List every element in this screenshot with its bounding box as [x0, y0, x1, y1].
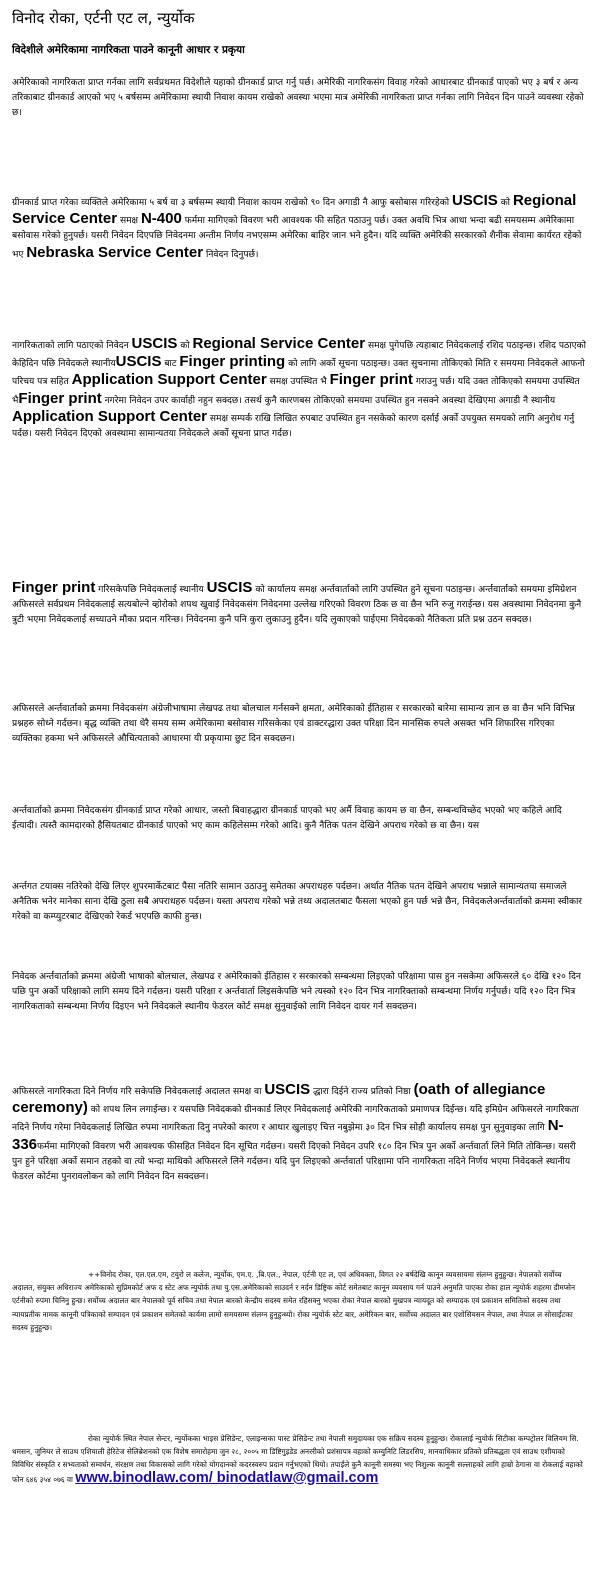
website-link[interactable]: www.binodlaw.com/: [75, 1469, 213, 1486]
paragraph-7: अर्न्तगत टयाक्स नतिरेको देखि लिएर शुपरमार्केटबाट पैसा नतिरि सामान उठाउनु समेतका अपराधहरु पर्दछन। अर्थात नैतिक पतन देखिने अपराध भन्नाले सामान्यतया समाजले अनैतिक भनेर मानेका साना देखि ठुला सबै अपराधहरु पर्दछन। यस्ता अपराध गरेको भन्ने तथ्य अदालतबाट फैसला भएको हुन पर्छ भन्ने छैन, निवेदकलेअर्न्तवार्ताको क्रममा स्वीकार गरेको वा कम्प्युटरबाट देखिएको रेकर्ड भएपछि काफी हुन्छ।: [12, 882, 583, 923]
text-run: समक्ष सम्पर्क राखि लिखित रुपबाट उपस्थित हुन नसकेको कारण दर्साई अर्को उपयुक्त समयको लागि अनुरोध गर्नु पर्दछ। यसरी निवेदन दिएको अवस्थामा सामान्यतया निवेदकले अर्को सूचना प्राप्त गर्दछ।: [12, 413, 575, 440]
bold-term-uscis: USCIS: [131, 335, 178, 352]
text-run: नगरेमा निवेदन उपर कार्वाही नहुन सक्दछ। तसर्थ कुनै कारणबस तोकिएको समयमा उपस्थित हुन नसक्ने अवस्था देखिएमा अगाडी नै स्थानीय: [101, 395, 556, 406]
text-run: को: [177, 341, 193, 351]
bold-term-oath-of-allegiance: (oath of allegiance ceremony): [12, 1081, 546, 1117]
author-roles-footnote: [12, 1432, 586, 1512]
text-run: को लागि अर्को सूचना पठाइन्छ। उक्त सुचनामा तोकिएको मिति र समयमा निवेदकले आफनो परिचय पत्र सहित: [12, 359, 585, 388]
text-run: समक्ष पुगेपछि त्यहाबाट निवेदकलाई रशिद पठाइन्छ। रशिद पठाएको केहिदिन पछि निवेदकले स्थानीय: [12, 341, 587, 370]
bold-term-uscis: USCIS: [264, 1081, 311, 1098]
text-run: फर्ममा मागिएको विवरण भरी आवश्यक फीसहित निवेदन दिन सूचित गर्दछन। यसरी दिएको निवेदन उपरि १८० दिन भित्र पुन अर्को अर्न्तवार्ता लिने मिति तोकिन्छ। यसरी पुन हुने परिक्षा अर्को समान तहको वा त्यो भन्दा माथिको अफिसरले लिने गर्दछन। यदि पुन लिइएको अर्न्तवार्ता परिक्षामा पनि नागरिकता नदिने निर्णय भएमा निवेदकले स्थानीय फेडरल कोर्टमा पुनरावलोकन को लागि निवेदन दिन सक्दछन।: [12, 1141, 576, 1183]
article-page: [12, 8, 586, 1512]
bold-term-finger-print: Finger print: [12, 579, 96, 596]
bold-term-uscis: USCIS: [206, 579, 253, 596]
bold-term-application-support-center: Application Support Center: [12, 407, 207, 425]
text-run: को कार्यालय समक्ष अर्न्तवार्ताको लागि उपस्थित हुने सूचना पठाइन्छ। अर्न्तवार्ताको समयमा इमिग्रेशन अफिसरले सर्वप्रथम निवेदकलाई सत्यबोल्ने व्होरोको शपथ खुवाई निवेदकसंग निवेदनमा उल्लेख गरिएको विवरण ठिक छ वा छैन भनि रुजु गराईन्छ। यस अवस्थामा निवेदनमा कुनै त्रुटी भएमा निवेदकलाई सच्याउने मौका प्रदान गरिन्छ। निवेदनमा कुनै पनि कुरा लुकाउनु हुदैन। यदि लुकाएको पाईएमा निवेदकको नैतिकता प्रति प्रश्न उठन सक्दछ।: [12, 585, 582, 626]
text-run: गराउनु पर्छ। यदि उक्त तोकिएको समयमा उपस्थित भै: [12, 377, 580, 406]
paragraph-2: [12, 193, 586, 311]
paragraph-4: [12, 580, 586, 690]
text-run: समक्ष: [117, 216, 141, 227]
paragraph-3: [12, 336, 586, 548]
bold-term-finger-printing: Finger printing: [179, 353, 286, 371]
bold-term-n336: N-336: [12, 1117, 564, 1153]
bold-term-uscis: USCIS: [115, 353, 162, 371]
paragraph-1: अमेरिकाको नागरिकता प्राप्त गर्नका लागि सर्वप्रथमत विदेशीले यहाको ग्रीनकार्ड प्राप्त गर्नु पर्छ। अमेरिकी नागरिकसंग विवाह गरेको आधारबाट ग्रीनकार्ड पाएको भए ३ बर्ष र अन्य तरिकाबाट ग्रीनकार्ड आएको भए ५ बर्षसम्म अमेरिकामा स्थायी निवाश कायम राखेको अवस्था भएमा मात्र अमेरिकी नागरिकता प्राप्त गर्नका लागि निवेदन दिन पाउने व्यवस्था रहेको छ।: [12, 78, 584, 119]
text-run: निवेदन दिनुपर्छ।: [203, 249, 259, 260]
author-bio-footnote: ++विनोद रोका, एल.एल.एम, टयुरो ल कलेज, न्युर्योक, एम.ए. ,बि.एल., नेपाल, एर्टनी एट ल, एवं अधिवक्ता, विगत २२ बर्षदेखि कानून व्यवसायमा संलग्न हुनुहुन्छ। नेपालको सर्वोच्च अदालत, संयुक्त अधिराज्य अमेरिकाको सुप्रिमकोर्ट अफ द स्टेट अफ न्युयोर्क तथा यु.एस.अमेरिकाको साउदर्न र नर्दन डिष्ट्रिक कोर्ट समेतबाट कानून व्यवसाय गर्न पाउने अनुमति पाएका रोका हाल न्युयोर्क शहरमा डीमप्सेन एर्टनीको रुपमा चिनिनु हुन्छ। सर्वोच्च अदालत बार नेपालको पूर्व सचिव तथा नेपाल बारको केन्द्रीय सदस्य समेत रहिसक्नु भएका रोका नेपाल बारको मुखपत्र न्यायदूत को सम्पादक एवं प्रकाशन समितिको सदस्य तथा न्यायप्रतीक नामक कानूनी पत्रिकाको सम्पादन एवं प्रकाशन समेतको कार्यमा लामो समयसम्म संलग्न हुनुहुन्थ्यो। रोका न्युयोर्क स्टेट बार, अमेरिकन बार, सर्वोच्च अदालत बार एशोसियसन नेपाल, तथा नेपाल ल सोसाईटका सदस्य हुनुहुन्छ।: [12, 1270, 575, 1332]
paragraph-6: अर्न्तवार्ताको क्रममा निवेदकसंग ग्रीनकार्ड प्राप्त गरेको आधार, जस्तो बिवाहद्धारा ग्रीनकार्ड पाएको भए अर्मै विवाह कायम छ वा छैन, सम्बन्धविच्छेद भएको भए कहिले आदि ईत्यादी। त्यस्तै कामदारको हैसियतबाट ग्रीनकार्ड पाएको भए काम कहिलेसम्म गरेको आदि। कुनै नैतिक पतन देखिने अपराध गरेको छ वा छैन। यस: [12, 806, 562, 832]
bold-term-nebraska-service-center: Nebraska Service Center: [26, 243, 204, 261]
text-run: नागरिकताको लागि पठाएको निवेदन: [12, 341, 132, 351]
text-run: अफिसरले नागरिकता दिने निर्णय गरि सकेपछि निवेदकलाई अदालत समक्ष वा: [12, 1087, 265, 1097]
text-run: समक्ष उपस्थित भै: [266, 377, 330, 388]
bold-term-uscis: USCIS: [451, 192, 498, 209]
email-link[interactable]: binodatlaw@gmail.com: [212, 1469, 379, 1486]
paragraph-9: [12, 1082, 586, 1222]
bold-term-finger-print: Finger print: [18, 389, 102, 407]
text-run: द्धारा दिईने राज्य प्रतिको निष्ठा: [310, 1087, 414, 1097]
text-run: को: [497, 198, 513, 208]
bold-term-regional-service-center: Regional Service Center: [12, 192, 577, 228]
bold-term-n400: N-400: [140, 210, 182, 228]
text-run: बाट: [161, 359, 180, 370]
text-run: ग्रीनकार्ड प्राप्त गरेका व्यक्तिले अमेरिकामा ५ बर्ष वा ३ बर्षसम्म स्थायी निवाश कायम राखेको ९० दिन अगाडी नै आफु बसोबास गरिरहेको: [12, 198, 452, 208]
author-byline: विनोद रोका, एर्टनी एट ल, न्युर्योक: [12, 9, 195, 27]
text-run: रोका न्युयोर्क स्थित नेपाल सेन्टर, न्युर्योकका भाइस प्रेसिडेन्ट, एलाइन्सका पास्ट प्रेसिडेन्ट तथा नेपाली समुदायका एक सक्रिय सदस्य हुनुहुन्छ। रोकालाई न्युयोर्क सिटीका कम्पट्रोलर विलियम सि. थमसन, जुनियर ले साउथ एशियाली हेरिटेज सेलिब्रेशनको एक विशेष समारोहमा जुन २८, २००५ मा डिष्टिगुइडेड अनररीको प्रशंसापत्र वहाको कम्युनिटि लिडरसिप, मानवाधिकार प्रतिको प्रतिबद्धता एवं साउथ एशीयाको विविधिर संस्कृति र सभ्यताको सम्वर्धन, संरक्षण तथा विकासको लागि गरेको योगदानको कदरस्वरुप प्रदान गर्नुभएको थियो। तपाईंले कुनै कानूनी समस्या भए निशुल्क कानूनी सल्लाहको लागि हाम्रो ठेगाना वा रोकलाई वहाको फोन ६४६ ३५४ ०७६ वा: [12, 1434, 583, 1484]
text-run: फर्ममा मागिएको विवरण भरी आवश्यक फी सहित पठाउनु पर्छ। उक्त अवधि भित्र आधा भन्दा बढी समयसम्म अमेरिकामा बसोवास गरेको हुनुपर्छ। यसरी निवेदन दिएपछि निवेदनमा अन्तीम निर्णय नभएसम्म अमेरिका बाहिर जान भने हुदैन। यदि व्यक्ति अमेरिकी सरकारको शैनीक सेवामा कार्यरत रहेको भए: [12, 216, 582, 260]
bold-term-finger-print: Finger print: [329, 371, 413, 389]
text-run: गरिसकेपछि निवेदकलाई स्थानीय: [95, 585, 207, 595]
article-title: विदेशीले अमेरिकामा नागरिकता पाउने कानूनी आधार र प्रकृया: [12, 44, 245, 56]
text-run: को शपथ लिन लगाईन्छ। र यसपछि निवेदकको ग्रीनकार्ड लिएर निवेदकलाई अमेरिकी नागरिकताको प्रमाणपत्र दिईन्छ। यदि इमिग्रेन अफिसरले नागरिकता नदिने निर्णय गरेमा निवेदकलाई लिखित रुपमा नागरिकता दिनु नपरेको कारण र आधार खुलाइए चित्त नबुझेमा ३० दिन भित्र सोही कार्यालय समक्ष पुन सुनुवाइका लागि: [12, 1105, 579, 1134]
paragraph-5: अफिसरले अर्न्तवार्ताको क्रममा निवेदकसंग अंग्रेजीभाषामा लेखपढ तथा बोलचाल गर्नसक्ने क्षमता, अमेरिकाको ईतिहास र सरकारको बारेमा सामान्य ज्ञान छ वा छैन भनि विभिन्न प्रश्नहरु सोध्ने गर्दछन। बृद्ध व्यक्ति तथा धेरै समय सम्म अमेरिकामा बसोवास गरिसकेका एवं डाक्टरद्धारा उक्त परिक्षा दिन मानसिक रुपले असक्त भनि शिफारिस गरिएका व्यक्तिका हकमा भने अफिसरले औचित्यताको आधारमा यी प्रकृयामा छुट दिन सक्दछन।: [12, 704, 575, 745]
bold-term-application-support-center: Application Support Center: [71, 371, 267, 389]
paragraph-8: निवेदक अर्न्तवार्ताको क्रममा अंग्रेजी भाषाको बोलचाल, लेखपढ र अमेरिकाको ईतिहास र सरकारको सम्बन्धमा लिइएको परिक्षामा पास हुन नसकेमा अफिसरले ६० देखि १२० दिन पछि पुन अर्को परिक्षाको लागि समय दिने गर्दछन। यसरी परिक्षा र अर्न्तवार्ता लिइसकेपछि भने त्यस्को १२० दिन भित्र नागरिक्ताको सम्बन्धमा निर्णय गर्नुपर्छ। यदि १२० दिन भित्र नागरिकताको सम्बन्धमा निर्णय दिइएन भने निवेदकले स्थानीय फेडरल कोर्ट समक्ष सुनुवाईको लागि निवेदन दायर गर्न सक्दछन।: [12, 972, 581, 1013]
bold-term-regional-service-center: Regional Service Center: [192, 335, 366, 352]
